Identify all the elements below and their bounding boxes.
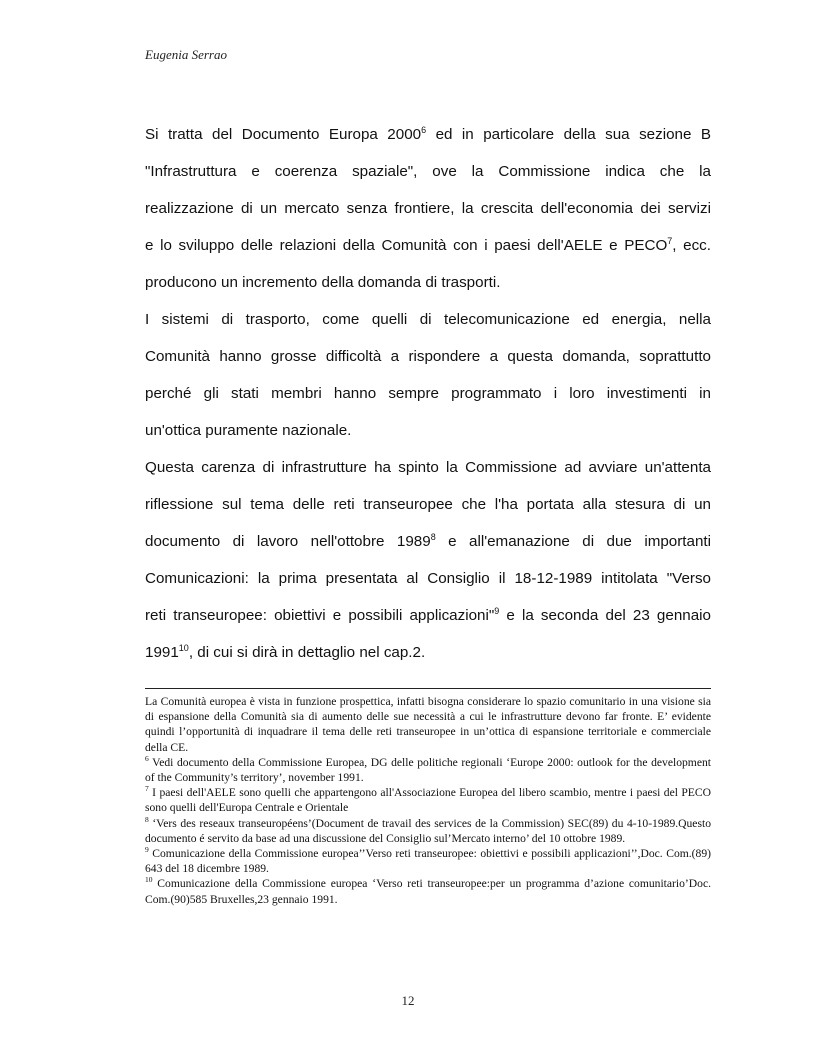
footnote-separator <box>145 688 711 689</box>
text-line: "Infrastruttura e coerenza spaziale", ove la Commissione indica che la <box>145 163 711 180</box>
footnote-ref[interactable]: 9 <box>494 605 500 616</box>
running-header-author: Eugenia Serrao <box>145 47 227 62</box>
footnote-number: 9 <box>145 845 149 855</box>
paragraph <box>145 116 711 301</box>
text-line: 1991$^{10}$, di cui si dirà in dettaglio nel cap.2. <box>145 642 426 661</box>
footnote-ref[interactable]: 6 <box>421 124 427 135</box>
footnote-ref[interactable]: 8 <box>430 531 436 542</box>
footnote-ref[interactable]: 7 <box>667 235 673 246</box>
text-line: Questa carenza di infrastrutture ha spinto la Commissione ad avviare un'attenta <box>145 459 711 476</box>
footnote-number: 10 <box>145 875 153 885</box>
footnote-number: 8 <box>145 814 149 824</box>
body-text <box>145 116 711 671</box>
text-line: realizzazione di un mercato senza frontiere, la crescita dell'economia dei servizi <box>145 200 711 217</box>
text-line: riflessione sul tema delle reti transeuropee che l'ha portata alla stesura di un <box>145 496 711 513</box>
page-number: 12 <box>401 993 415 1008</box>
footnote: $^8$ ‘Vers des reseaux transeuropéens’(Document de travail des services de la Commission) SEC(89) du 4-10-1989.Questo documento é servito da base ad una discussione del Consiglio sul’Mercato interno’ del 10 ottobre 1989. <box>145 814 711 845</box>
footnotes <box>145 694 711 907</box>
text-line: Comunicazioni: la prima presentata al Consiglio il 18-12-1989 intitolata "Verso <box>145 570 711 587</box>
footnote: $^6$ Vedi documento della Commissione Europea, DG delle politiche regionali ‘Europe 2000: outlook for the development of the Community’s territory’, november 1991. <box>145 753 711 785</box>
text-line: producono un incremento della domanda di trasporti. <box>145 274 501 291</box>
footnote-ref[interactable]: 10 <box>178 642 189 653</box>
paragraph <box>145 449 711 671</box>
text-line: Si tratta del Documento Europa 2000$^6$ ed in particolare della sua sezione B <box>145 124 712 143</box>
footnote: $^{10}$ Comunicazione della Commissione europea ‘Verso reti transeuropee:per un programma d’azione comunitario’Doc. Com.(90)585 Bruxelles,23 gennaio 1991. <box>145 875 711 906</box>
footnote-number: 7 <box>145 784 149 794</box>
text-line: Comunità hanno grosse difficoltà a rispondere a questa domanda, soprattutto <box>145 348 711 365</box>
paragraph <box>145 301 711 449</box>
footnote-number: 6 <box>145 753 149 763</box>
text-line: e lo sviluppo delle relazioni della Comunità con i paesi dell'AELE e PECO$^7$, ecc. <box>145 235 711 254</box>
footnote: $^9$ Comunicazione della Commissione europea’’Verso reti transeuropee: obiettivi e possibili applicazioni’’,Doc. Com.(89) 643 del 18 dicembre 1989. <box>145 845 711 876</box>
footnote: La Comunità europea è vista in funzione prospettica, infatti bisogna considerare lo spazio comunitario in una visione sia di espansione della Comunità sia di aumento delle sue necessità a cui le infrastrutture devono far fronte. E’ evidente quindi l’opportunità di inquadrare il tema delle reti transeuropee in un’ottica di espansione territoriale e commerciale della CE. <box>145 695 711 754</box>
footnote: $^7$ I paesi dell'AELE sono quelli che appartengono all'Associazione Europea del libero scambio, mentre i paesi del PECO sono quelli dell'Europa Centrale e Orientale <box>145 784 711 815</box>
text-line: reti transeuropee: obiettivi e possibili applicazioni"$^9$ e la seconda del 23 gennaio <box>145 605 711 624</box>
text-line: perché gli stati membri hanno sempre programmato i loro investimenti in <box>145 385 711 402</box>
text-line: I sistemi di trasporto, come quelli di telecomunicazione ed energia, nella <box>145 311 711 328</box>
text-line: un'ottica puramente nazionale. <box>145 422 352 439</box>
text-line: documento di lavoro nell'ottobre 1989$^8$ e all'emanazione di due importanti <box>145 531 711 550</box>
